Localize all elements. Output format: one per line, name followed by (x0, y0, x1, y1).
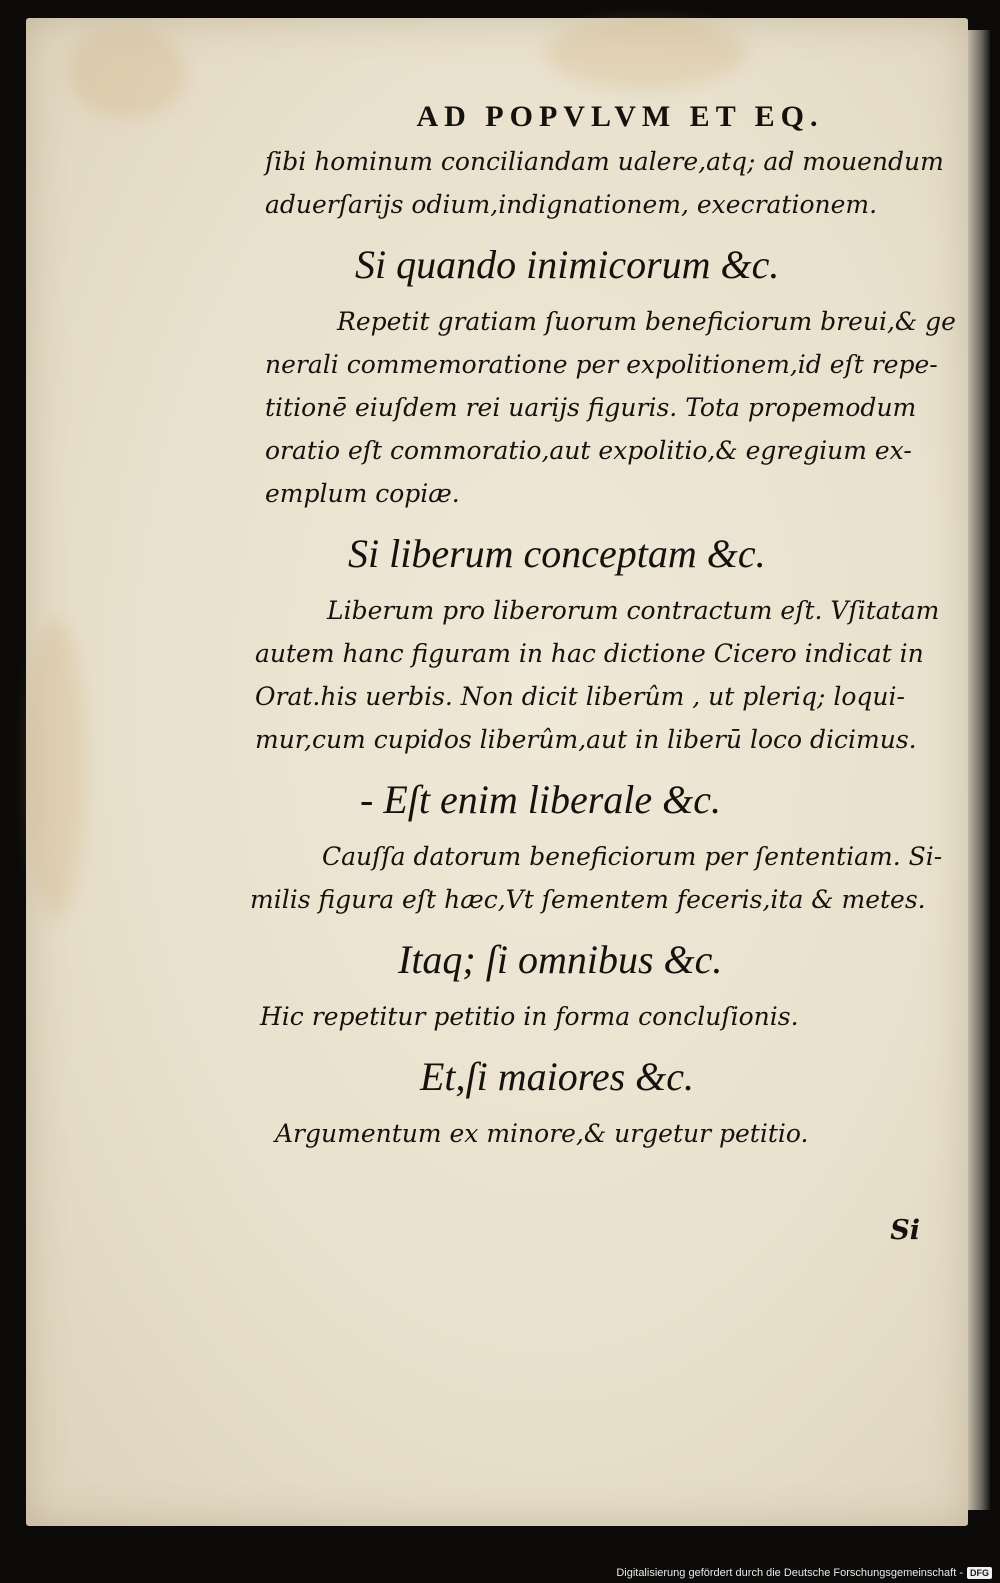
digitization-credit (616, 1567, 992, 1579)
paragraph-2 (230, 300, 956, 515)
text-line: milis figura eſt hæc,Vt ſementem feceris,ita & metes. (250, 885, 926, 914)
text-line: Argumentum ex minore,& urgetur petitio. (275, 1119, 809, 1148)
text-line: titionē eiuſdem rei uarijs figuris. Tota propemodum (265, 393, 917, 422)
paragraph-3 (230, 589, 940, 761)
text-block (230, 100, 956, 1155)
text-line: autem hanc figuram in hac dictione Cicero indicat in (255, 639, 924, 668)
paragraph-4 (230, 835, 943, 921)
text-line: mur,cum cupidos liberûm,aut in liberū loco dicimus. (255, 725, 917, 754)
text-line: ſibi hominum conciliandam ualere,atq; ad mouendum (265, 147, 944, 176)
paragraph-6 (230, 1112, 940, 1155)
catchword: Si (890, 1215, 920, 1246)
text-line: emplum copiæ. (265, 479, 460, 508)
section-heading: - Eſt enim liberale &c. (360, 777, 722, 822)
page-edge (968, 30, 990, 1510)
text-line: oratio eſt commoratio,aut expolitio,& egregium ex- (265, 436, 912, 465)
text-line: Repetit gratiam ſuorum beneficiorum breui,& ge (337, 307, 956, 336)
paragraph-5 (230, 995, 940, 1038)
text-line: Cauſſa datorum beneficiorum per ſententiam. Si- (322, 842, 943, 871)
section-heading: Si quando inimicorum &c. (355, 242, 780, 287)
text-line: Orat.his uerbis. Non dicit liberûm , ut pleriq; loqui- (255, 682, 905, 711)
text-line: Liberum pro liberorum contractum eſt. Vſitatam (327, 596, 940, 625)
paragraph-1 (230, 140, 944, 226)
paper-stain (66, 28, 186, 118)
text-line: Hic repetitur petitio in forma concluſionis. (260, 1002, 799, 1031)
section-heading: Si liberum conceptam &c. (348, 531, 766, 576)
section-heading: Et,ſi maiores &c. (420, 1054, 695, 1099)
section-heading: Itaq; ſi omnibus &c. (398, 937, 723, 982)
text-line: nerali commemoratione per expolitionem,id eſt repe- (265, 350, 938, 379)
dfg-logo-icon: DFG (967, 1567, 992, 1579)
credit-text: Digitalisierung gefördert durch die Deutsche Forschungsgemeinschaft - (616, 1567, 963, 1579)
text-line: aduerſarijs odium,indignationem, execrationem. (265, 190, 878, 219)
running-header: AD POPVLVM ET EQ. (416, 100, 824, 133)
paper-stain (26, 618, 86, 918)
paper-stain (546, 18, 746, 88)
